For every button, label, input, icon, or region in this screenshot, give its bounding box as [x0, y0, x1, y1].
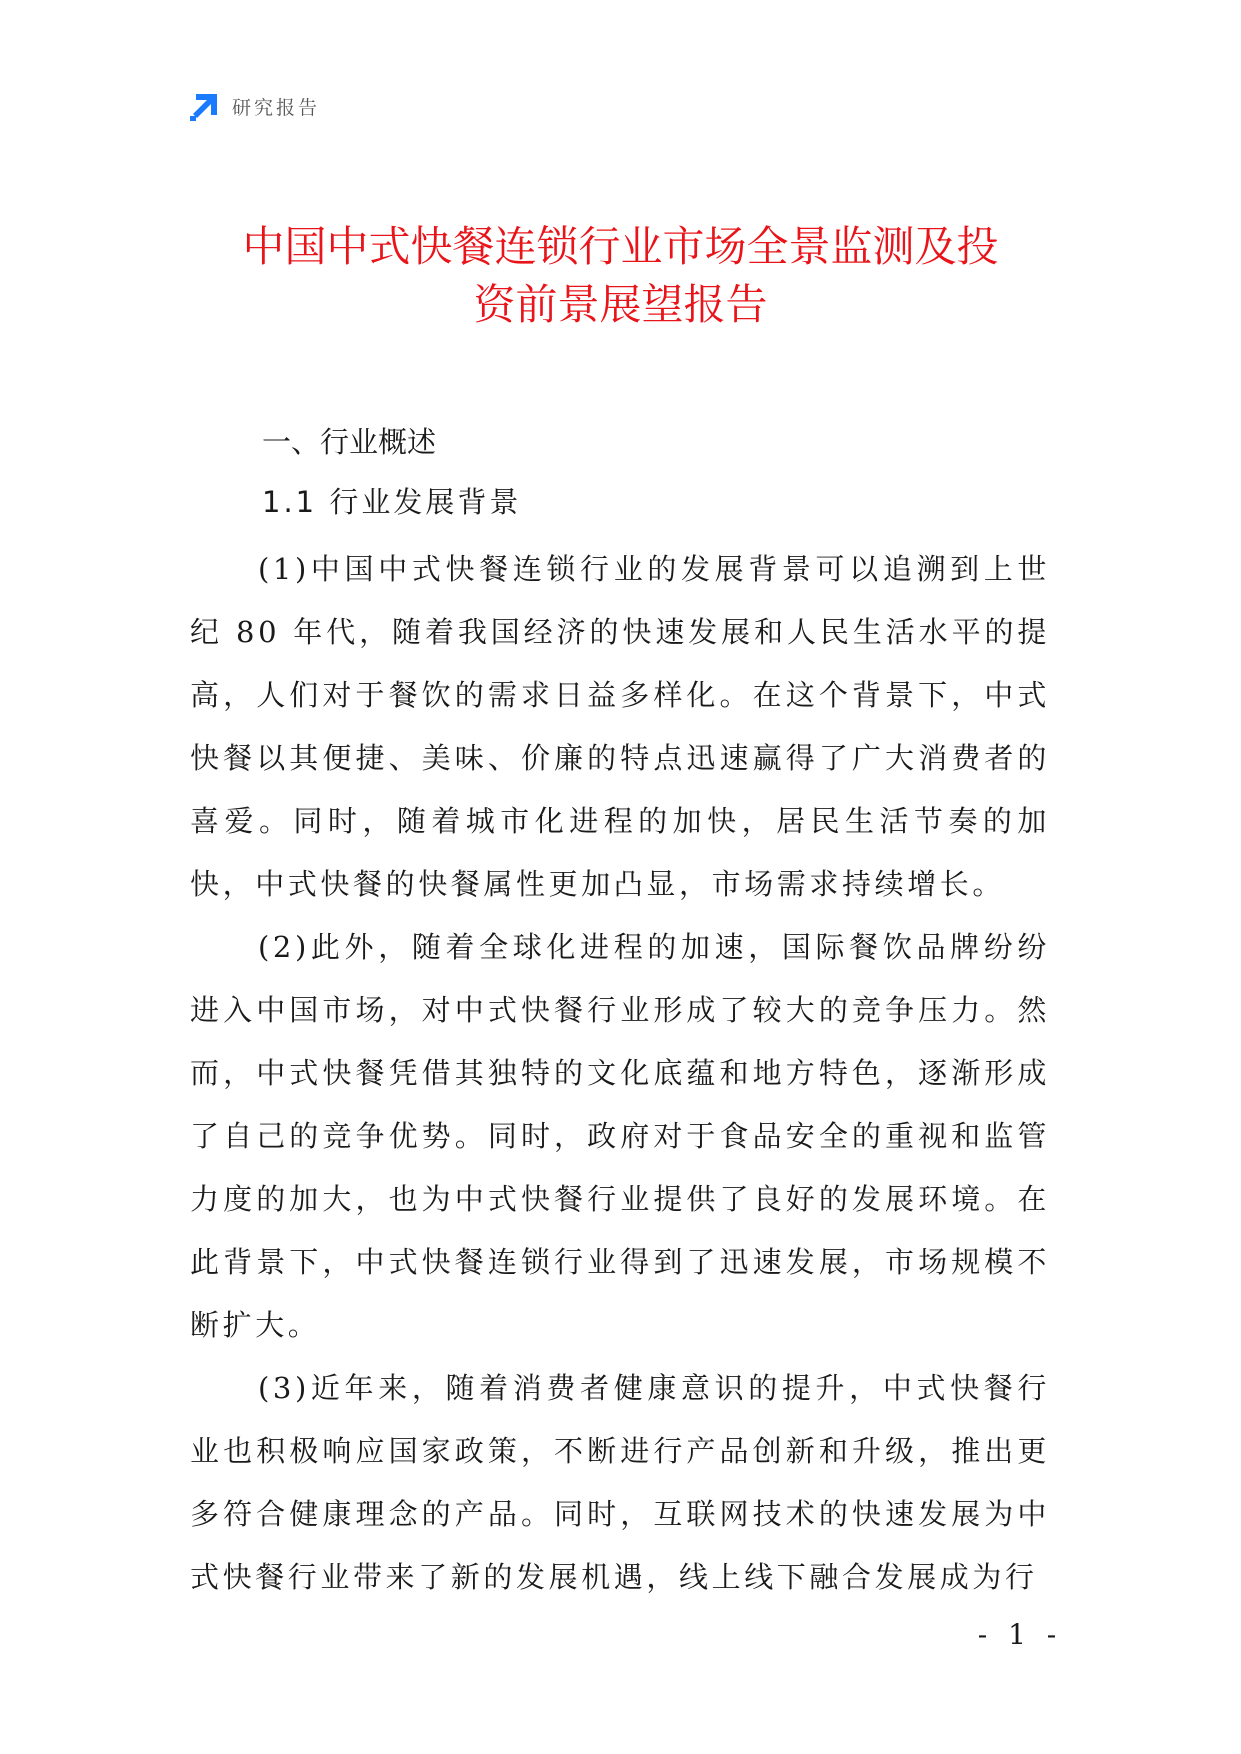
document-title [150, 218, 1091, 334]
header-label: 研究报告 [232, 96, 321, 119]
page-header [190, 90, 320, 122]
page-number: - 1 - [977, 1618, 1063, 1651]
arrow-up-right-icon [190, 91, 220, 121]
paragraph-1: (1)中国中式快餐连锁行业的发展背景可以追溯到上世纪 80 年代，随着我国经济的快速发展和人民生活水平的提高，人们对于餐饮的需求日益多样化。在这个背景下，中式快餐以其便捷、美味、价廉的特点迅速赢得了广大消费者的喜爱。同时，随着城市化进程的加快，居民生活节奏的加快，中式快餐的快餐属性更加凸显，市场需求持续增长。 [190, 552, 1050, 901]
paragraph-2: (2)此外，随着全球化进程的加速，国际餐饮品牌纷纷进入中国市场，对中式快餐行业形成了较大的竞争压力。然而，中式快餐凭借其独特的文化底蕴和地方特色，逐渐形成了自己的竞争优势。同时，政府对于食品安全的重视和监管力度的加大，也为中式快餐行业提供了良好的发展环境。在此背景下，中式快餐连锁行业得到了迅速发展，市场规模不断扩大。 [190, 930, 1050, 1342]
subsection-heading: 1.1 行业发展背景 [262, 485, 522, 519]
section-heading: 一、行业概述 [262, 425, 437, 459]
title-line-2: 资前景展望报告 [473, 280, 768, 329]
title-line-1: 中国中式快餐连锁行业市场全景监测及投 [242, 222, 999, 271]
body-text [190, 538, 1050, 1609]
paragraph-3: (3)近年来，随着消费者健康意识的提升，中式快餐行业也积极响应国家政策，不断进行产品创新和升级，推出更多符合健康理念的产品。同时，互联网技术的快速发展为中式快餐行业带来了新的发展机遇，线上线下融合发展成为行 [190, 1371, 1050, 1594]
